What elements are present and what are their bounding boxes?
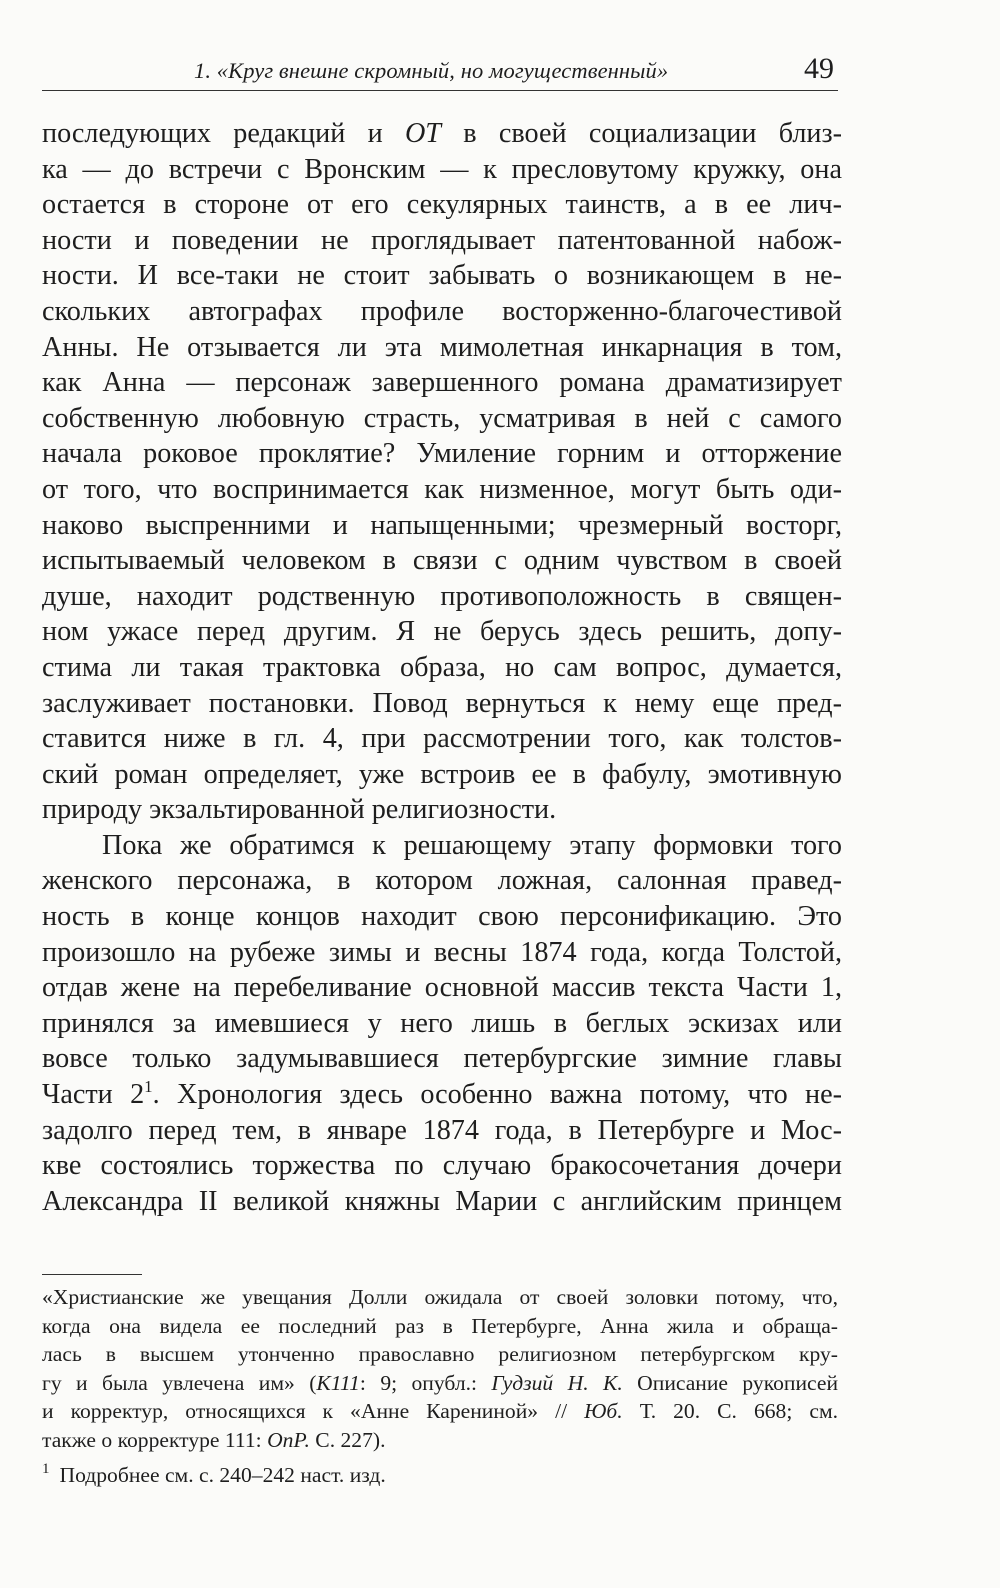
footnote-text: Подробнее см. с. 240–242 наст. изд. <box>59 1462 386 1487</box>
footnote-citation: Юб. <box>584 1399 623 1424</box>
footnote-line <box>42 1426 838 1455</box>
text-line: остается в стороне от его секулярных таинств, а в ее лич- <box>42 189 842 221</box>
text-run: последующих редакций и <box>42 118 405 149</box>
text-line: произошло на рубеже зимы и весны 1874 года, когда Толстой, <box>42 936 842 968</box>
text-line: ности и поведении не проглядывает патентованной набож- <box>42 224 842 256</box>
text-line: ном ужасе перед другим. Я не берусь здесь решить, допу- <box>42 616 842 648</box>
text-line: задолго перед тем, в январе 1874 года, в Петербурге и Мос- <box>42 1114 842 1146</box>
text-line: от того, что воспринимается как низменное, могут быть оди- <box>42 473 842 505</box>
footnote-line: «Христианские же увещания Долли ожидала от своей золовки потому, что, <box>42 1285 838 1309</box>
text-line: Пока же обратимся к решающему этапу формовки того <box>102 829 842 861</box>
text-line: принялся за имевшиеся у него лишь в беглых эскизах или <box>42 1007 842 1039</box>
running-title: 1. «Круг внешне скромный, но могущественный» <box>194 58 669 83</box>
footnote-text: Описание рукописей <box>622 1370 838 1395</box>
text-line: природу экзальтированной религиозности. <box>42 794 557 826</box>
text-line: кве состоялись торжества по случаю бракосочетания дочери <box>42 1150 842 1182</box>
footnote-citation: ОпР. <box>267 1427 310 1452</box>
text-run: Части 2 <box>42 1079 145 1111</box>
text-line: Анны. Не отзывается ли эта мимолетная инкарнация в том, <box>42 331 842 363</box>
text-run: в своей социализации близ- <box>441 118 842 149</box>
text-line: вовсе только задумывавшиеся петербургские зимние главы <box>42 1043 842 1075</box>
footnote-line <box>42 1461 838 1490</box>
footnote-text: и корректур, относящихся к «Анне Карениной» // <box>42 1399 585 1424</box>
footnote-line: лась в высшем утонченно православно религиозном петербургском кру- <box>42 1342 838 1367</box>
running-head <box>42 54 838 94</box>
footnote-text: : 9; опубл.: <box>359 1370 492 1395</box>
text-line: испытываемый человеком в связи с одним чувством в своей <box>42 545 842 577</box>
text-line: начала роковое проклятие? Умиление горним и отторжение <box>42 438 842 470</box>
text-line: Александра II великой княжны Марии с английским принцем <box>42 1185 842 1217</box>
text-line: заслуживает постановки. Повод вернуться к нему еще пред- <box>42 687 842 719</box>
text-line: скольких автографах профиле восторженно-благочестивой <box>42 295 842 327</box>
footnote-number: 1 <box>42 1460 50 1477</box>
footnote-line: когда она видела ее последний раз в Петербурге, Анна жила и обраща- <box>42 1313 838 1338</box>
footnote-reference: 1 <box>144 1077 153 1097</box>
footnote-text: Т. 20. С. 668; см. <box>622 1399 839 1424</box>
text-line <box>42 1077 842 1113</box>
text-line: женского персонажа, в котором ложная, салонная правед- <box>42 865 842 897</box>
main-text <box>42 116 842 1219</box>
text-line: стима ли такая трактовка образа, но сам вопрос, думается, <box>42 651 842 683</box>
italic-abbreviation: ОТ <box>404 118 441 149</box>
header-rule <box>42 90 838 91</box>
footnote-author: Гудзий Н. К. <box>491 1370 623 1395</box>
text-line: как Анна — персонаж завершенного романа драматизирует <box>42 367 842 399</box>
footnote-rule <box>42 1274 142 1275</box>
text-run: . Хронология здесь особенно важна потому, что не- <box>152 1079 842 1111</box>
footnotes <box>42 1283 838 1489</box>
footnote-line <box>42 1369 838 1398</box>
footnote-text: С. 227). <box>309 1427 386 1452</box>
footnote-1 <box>42 1461 838 1490</box>
text-line: ка — до встречи с Вронским — к пресловутому кружку, она <box>42 153 842 185</box>
footnote-continued <box>42 1283 838 1455</box>
text-line: ности. И все-таки не стоит забывать о возникающем в не- <box>42 260 842 292</box>
text-line: душе, находит родственную противоположность в священ- <box>42 580 842 612</box>
text-line: ность в конце концов находит свою персонификацию. Это <box>42 901 842 933</box>
text-line: ставится ниже в гл. 4, при рассмотрении того, как толстов- <box>42 723 842 755</box>
text-line: отдав жене на перебеливание основной массив текста Части 1, <box>42 972 842 1004</box>
page-number: 49 <box>804 52 834 85</box>
text-line: наково выспренними и напыщенными; чрезмерный восторг, <box>42 509 842 541</box>
footnote-line <box>42 1397 838 1426</box>
text-line <box>42 116 842 152</box>
footnote-text: гу и была увлечена им» ( <box>42 1370 317 1395</box>
text-line: ский роман определяет, уже встроив ее в фабулу, эмотивную <box>42 758 842 790</box>
text-line: собственную любовную страсть, усматривая в ней с самого <box>42 402 842 434</box>
footnote-citation: К111 <box>316 1370 360 1395</box>
footnote-text: также о корректуре 111: <box>42 1427 268 1452</box>
